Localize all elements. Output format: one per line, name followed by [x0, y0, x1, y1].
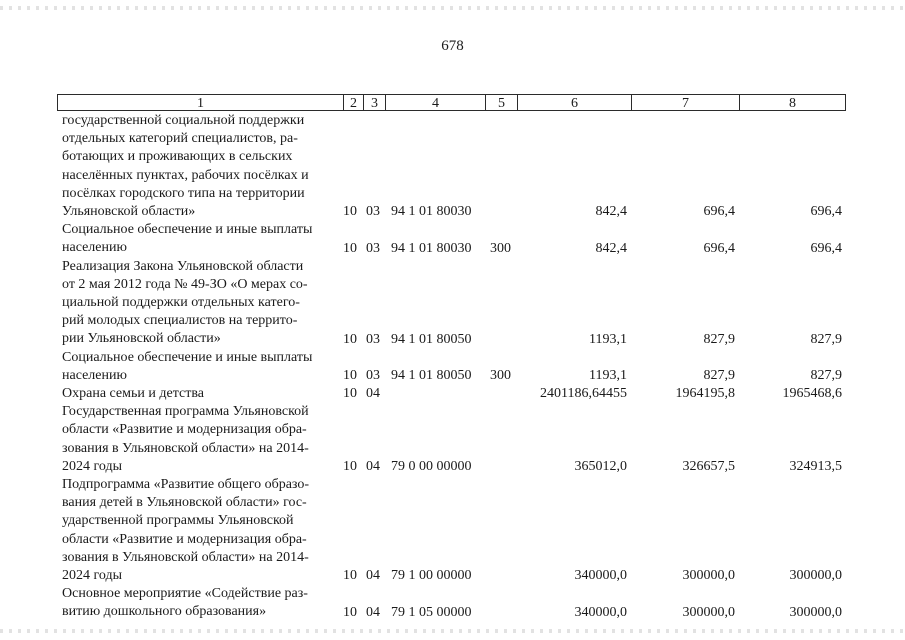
row-name-line: 2024 годы [62, 568, 123, 584]
row-cell-c8: 827,9 [810, 331, 842, 347]
row-name-line: витию дошкольного образования» [62, 604, 267, 620]
row-cell-c3: 04 [366, 604, 380, 620]
row-cell-c8: 1965468,6 [782, 386, 842, 402]
row-name-line: Охрана семьи и детства [62, 386, 204, 402]
row-cell-c6: 340000,0 [574, 568, 627, 584]
row-cell-c4: 94 1 01 80030 [391, 240, 472, 256]
row-name [62, 112, 336, 221]
row-cell-c8: 324913,5 [789, 459, 842, 475]
row-name-line: Социальное обеспечение и иные выплаты [62, 222, 313, 238]
header-col-5: 5 [486, 95, 518, 110]
table-row [0, 403, 905, 476]
row-name-line: зования в Ульяновской области» на 2014- [62, 549, 309, 565]
row-cell-c6: 842,4 [595, 204, 627, 220]
row-cell-c7: 300000,0 [682, 604, 735, 620]
row-name-line: рий молодых специалистов на террито- [62, 313, 298, 329]
row-cell-c6: 842,4 [595, 240, 627, 256]
row-cell-c4: 94 1 01 80030 [391, 204, 472, 220]
table-body [0, 112, 905, 622]
row-cell-c3: 03 [366, 368, 380, 384]
row-cell-c6: 2401186,64455 [540, 386, 627, 402]
row-name [62, 385, 336, 403]
row-cell-c2: 10 [343, 331, 357, 347]
row-name-line: 2024 годы [62, 458, 123, 474]
scan-edge-bottom [0, 629, 905, 633]
row-cell-c8: 696,4 [810, 204, 842, 220]
row-name-line: от 2 мая 2012 года № 49-ЗО «О мерах со- [62, 276, 308, 292]
row-name-line: зования в Ульяновской области» на 2014- [62, 440, 309, 456]
row-name-line: населению [62, 367, 127, 383]
scan-edge-top [0, 6, 905, 10]
row-cell-c3: 04 [366, 568, 380, 584]
table-row [0, 258, 905, 349]
header-col-3: 3 [364, 95, 386, 110]
row-cell-c3: 03 [366, 204, 380, 220]
table-row [0, 385, 905, 403]
row-cell-c7: 1964195,8 [675, 386, 735, 402]
row-cell-c7: 827,9 [703, 331, 735, 347]
row-name [62, 476, 336, 585]
row-cell-c3: 03 [366, 331, 380, 347]
header-col-8: 8 [789, 96, 796, 111]
table-row [0, 221, 905, 257]
row-cell-c2: 10 [343, 204, 357, 220]
row-name-line: Государственная программа Ульяновской [62, 404, 309, 420]
table-row [0, 349, 905, 385]
row-cell-c2: 10 [343, 459, 357, 475]
row-cell-c8: 300000,0 [789, 604, 842, 620]
row-cell-c6: 365012,0 [574, 459, 627, 475]
row-name-line: ботающих и проживающих в сельских [62, 149, 293, 165]
row-cell-c2: 10 [343, 368, 357, 384]
row-name-line: посёлках городского типа на территории [62, 185, 305, 201]
row-cell-c7: 326657,5 [682, 459, 735, 475]
row-name-line: населению [62, 240, 127, 256]
table-row [0, 585, 905, 621]
row-name-line: циальной поддержки отдельных катего- [62, 295, 300, 311]
row-cell-c4: 79 1 00 00000 [391, 568, 472, 584]
header-col-2: 2 [344, 95, 364, 110]
row-cell-c7: 300000,0 [682, 568, 735, 584]
row-name-line: отдельных категорий специалистов, ра- [62, 131, 298, 147]
header-col-1: 1 [58, 95, 344, 110]
row-name [62, 221, 336, 257]
row-cell-c6: 1193,1 [589, 368, 627, 384]
row-cell-c8: 300000,0 [789, 568, 842, 584]
header-col-4: 4 [386, 95, 486, 110]
row-name [62, 349, 336, 385]
row-cell-c7: 827,9 [703, 368, 735, 384]
row-cell-c5: 300 [490, 368, 511, 384]
header-col-6: 6 [518, 95, 632, 110]
row-cell-c7: 696,4 [703, 204, 735, 220]
table-row [0, 112, 905, 221]
row-name-line: Социальное обеспечение и иные выплаты [62, 349, 313, 365]
row-cell-c4: 94 1 01 80050 [391, 368, 472, 384]
row-cell-c2: 10 [343, 386, 357, 402]
row-cell-c4: 79 1 05 00000 [391, 604, 472, 620]
row-name [62, 585, 336, 621]
row-cell-c3: 04 [366, 386, 380, 402]
row-name-line: Основное мероприятие «Содействие раз- [62, 586, 308, 602]
row-cell-c7: 696,4 [703, 240, 735, 256]
row-name-line: области «Развитие и модернизация обра- [62, 531, 307, 547]
row-name [62, 258, 336, 349]
row-name-line: рии Ульяновской области» [62, 331, 221, 347]
row-cell-c8: 696,4 [810, 240, 842, 256]
row-cell-c3: 04 [366, 459, 380, 475]
row-cell-c4: 79 0 00 00000 [391, 459, 472, 475]
row-name [62, 403, 336, 476]
row-cell-c2: 10 [343, 568, 357, 584]
row-cell-c6: 1193,1 [589, 331, 627, 347]
table-header [57, 94, 846, 111]
row-name-line: ударственной программы Ульяновской [62, 513, 294, 529]
row-name-line: Подпрограмма «Развитие общего образо- [62, 477, 310, 493]
row-cell-c6: 340000,0 [574, 604, 627, 620]
header-col-7: 7 [632, 95, 740, 110]
row-name-line: области «Развитие и модернизация обра- [62, 422, 307, 438]
row-name-line: Ульяновской области» [62, 204, 196, 220]
row-cell-c2: 10 [343, 604, 357, 620]
row-cell-c5: 300 [490, 240, 511, 256]
row-name-line: государственной социальной поддержки [62, 113, 305, 128]
row-cell-c4: 94 1 01 80050 [391, 331, 472, 347]
row-name-line: вания детей в Ульяновской области» гос- [62, 495, 307, 511]
page-number: 678 [441, 38, 464, 54]
row-name-line: Реализация Закона Ульяновской области [62, 258, 304, 274]
row-cell-c8: 827,9 [810, 368, 842, 384]
table-row [0, 476, 905, 585]
row-name-line: населённых пунктах, рабочих посёлках и [62, 167, 309, 183]
row-cell-c2: 10 [343, 240, 357, 256]
row-cell-c3: 03 [366, 240, 380, 256]
